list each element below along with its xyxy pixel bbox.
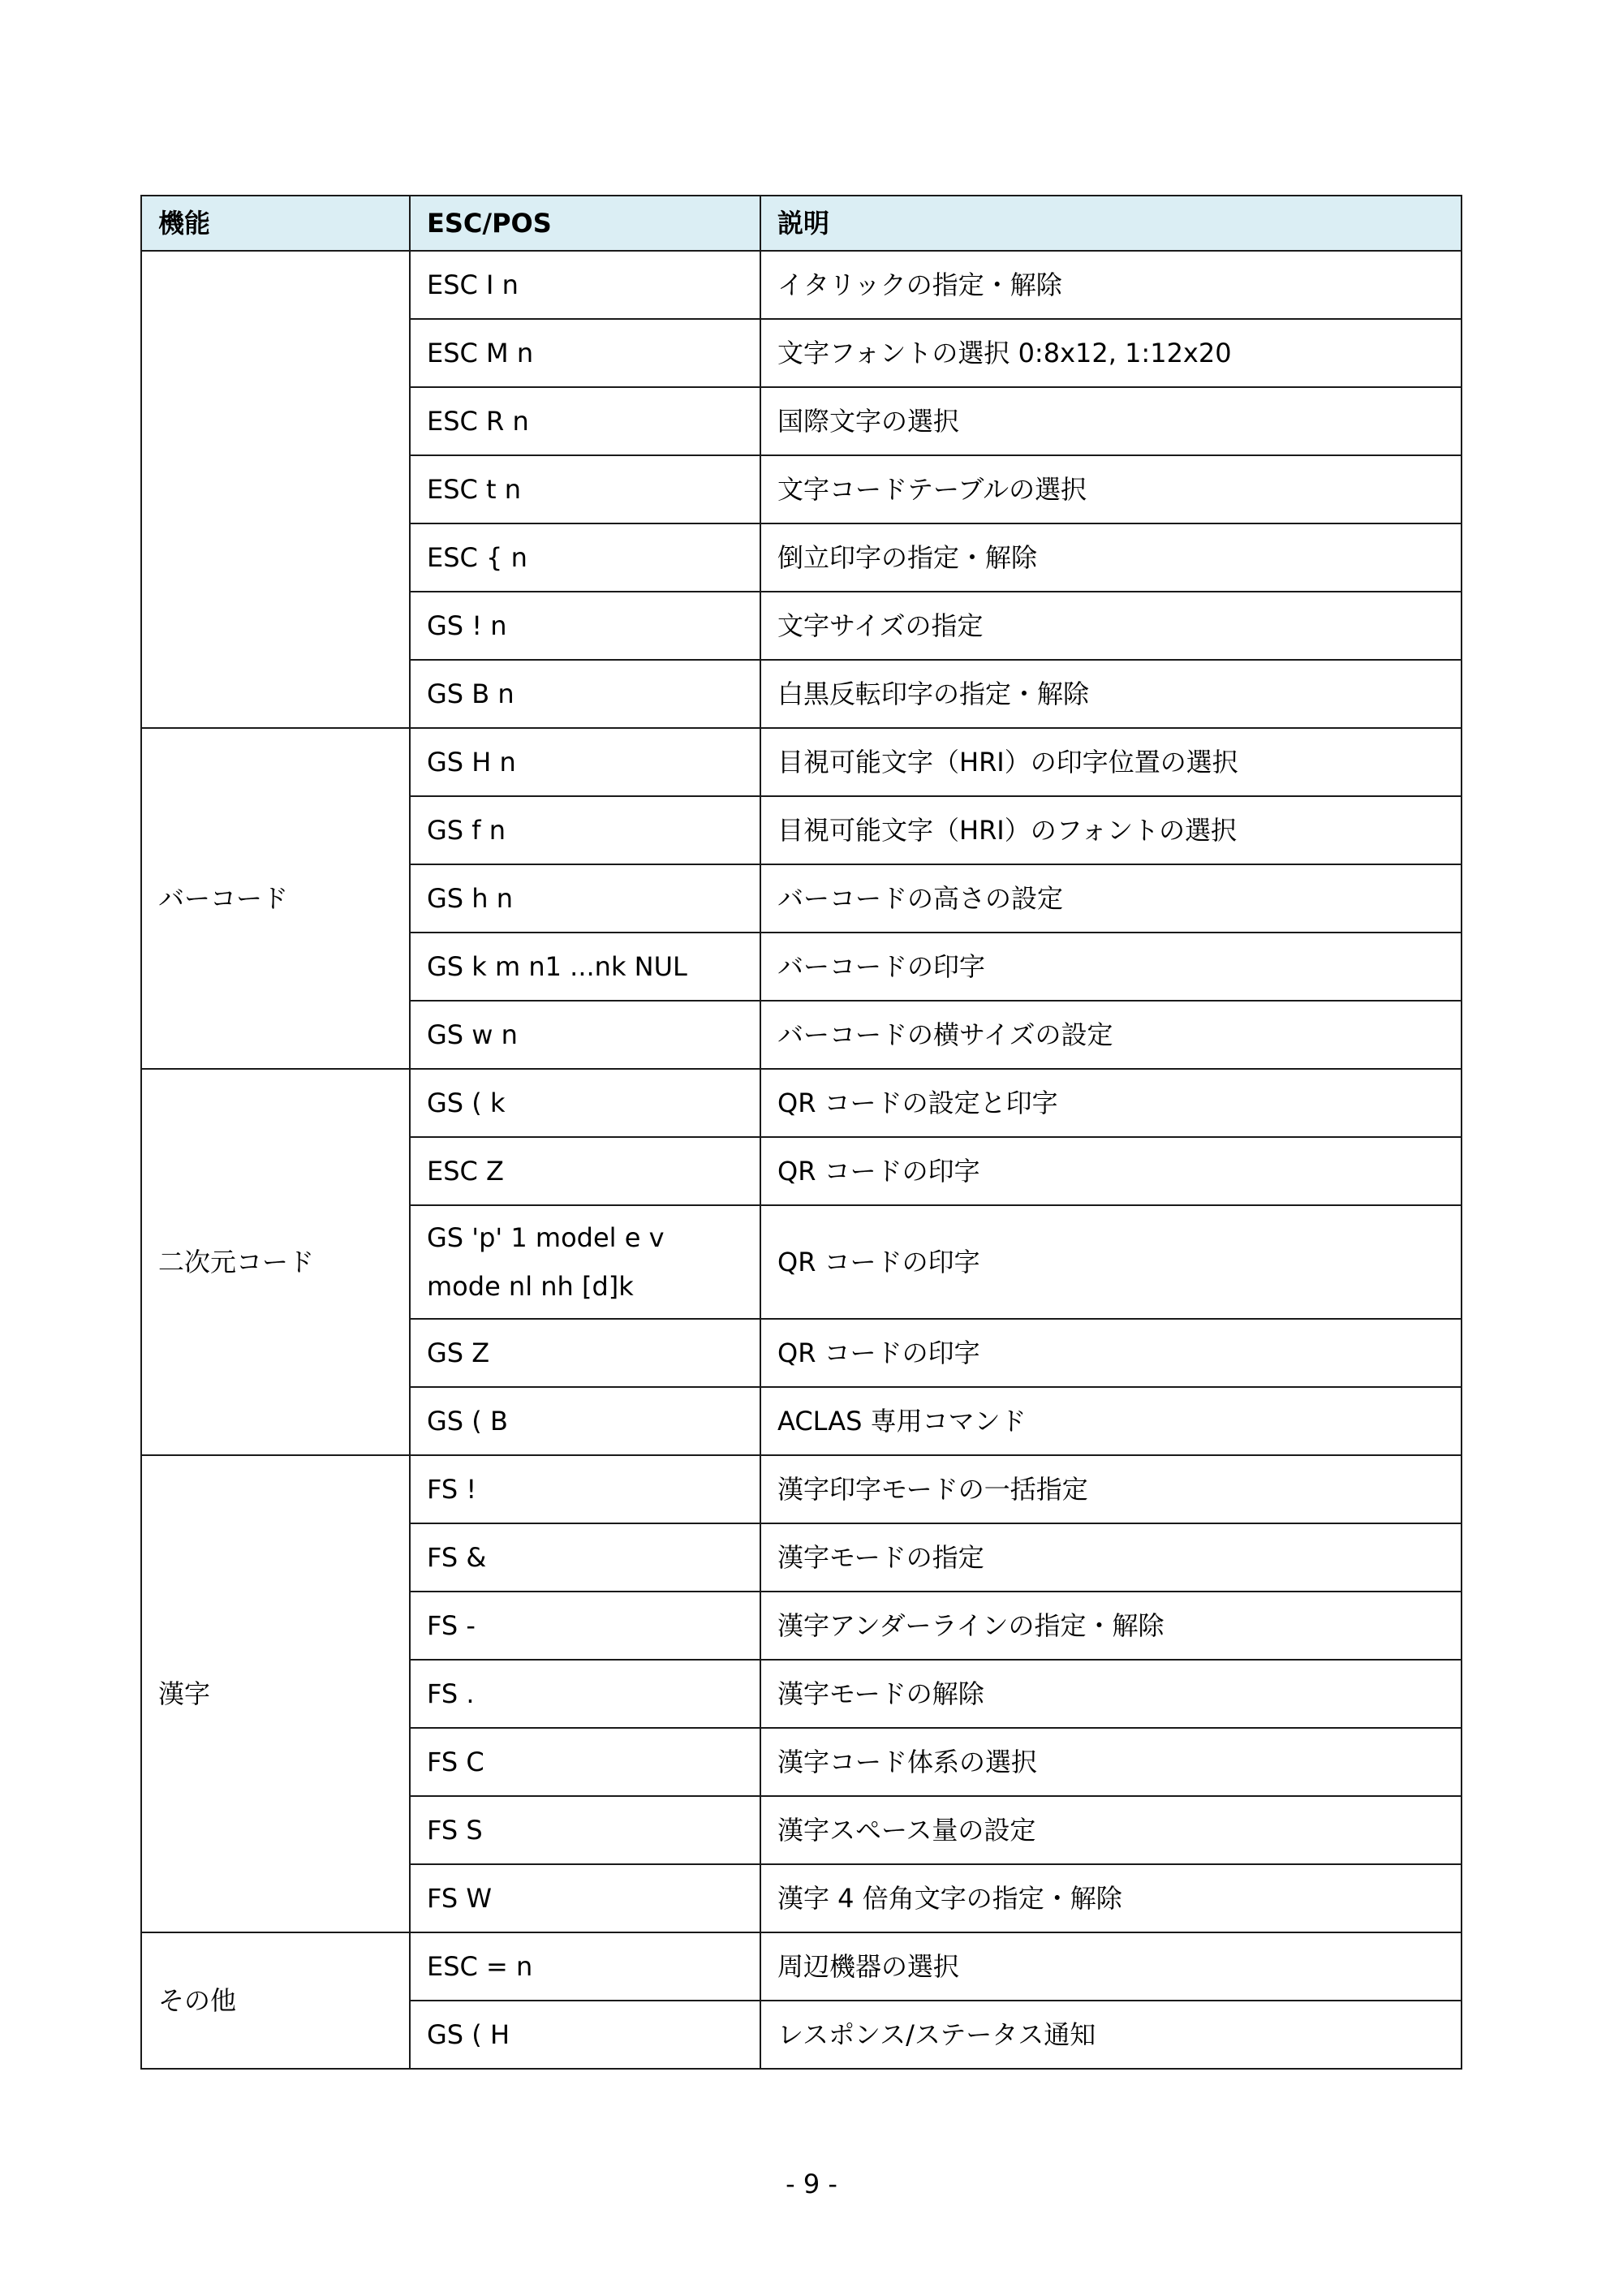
table-header-row [141,196,1462,251]
command-cell: GS ( H [410,2001,760,2069]
command-cell: ESC Z [410,1137,760,1205]
command-cell: GS w n [410,1001,760,1069]
category-cell: 二次元コード [141,1069,410,1455]
command-cell: GS ( B [410,1387,760,1455]
command-cell: ESC = n [410,1932,760,2001]
description-cell: 白黒反転印字の指定・解除 [760,660,1462,728]
description-cell: バーコードの横サイズの設定 [760,1001,1462,1069]
command-cell: GS k m n1 ...nk NUL [410,933,760,1001]
table-row [141,251,1462,319]
description-cell: 漢字 4 倍角文字の指定・解除 [760,1864,1462,1932]
command-cell: GS ! n [410,592,760,660]
command-cell: ESC I n [410,251,760,319]
header-function: 機能 [141,196,410,251]
command-cell: FS W [410,1864,760,1932]
command-cell: GS 'p' 1 model e v mode nl nh [d]k [410,1205,760,1319]
description-cell: 漢字コード体系の選択 [760,1728,1462,1796]
table-row [141,728,1462,796]
command-cell: GS ( k [410,1069,760,1137]
command-cell: GS B n [410,660,760,728]
description-cell: 目視可能文字（HRI）の印字位置の選択 [760,728,1462,796]
description-cell: QR コードの印字 [760,1205,1462,1319]
category-cell: その他 [141,1932,410,2069]
description-cell: QR コードの印字 [760,1319,1462,1387]
command-cell: FS S [410,1796,760,1864]
table-body [141,251,1462,2069]
description-cell: 漢字スペース量の設定 [760,1796,1462,1864]
description-cell: 漢字アンダーラインの指定・解除 [760,1592,1462,1660]
command-cell: GS H n [410,728,760,796]
command-cell: FS & [410,1523,760,1592]
command-cell: GS Z [410,1319,760,1387]
command-cell: GS h n [410,864,760,933]
description-cell: 文字サイズの指定 [760,592,1462,660]
description-cell: 文字フォントの選択 0:8x12, 1:12x20 [760,319,1462,387]
command-cell: GS f n [410,796,760,864]
header-description: 説明 [760,196,1462,251]
description-cell: 漢字モードの解除 [760,1660,1462,1728]
header-escpos: ESC/POS [410,196,760,251]
description-cell: QR コードの印字 [760,1137,1462,1205]
description-cell: 漢字印字モードの一括指定 [760,1455,1462,1523]
description-cell: 国際文字の選択 [760,387,1462,455]
description-cell: 漢字モードの指定 [760,1523,1462,1592]
command-cell: FS ! [410,1455,760,1523]
command-cell: ESC R n [410,387,760,455]
description-cell: バーコードの印字 [760,933,1462,1001]
description-cell: バーコードの高さの設定 [760,864,1462,933]
description-cell: 倒立印字の指定・解除 [760,523,1462,592]
page-number: - 9 - [786,2169,837,2199]
table-row [141,1069,1462,1137]
command-cell: ESC t n [410,455,760,523]
table-row [141,1455,1462,1523]
command-cell: FS . [410,1660,760,1728]
escpos-command-table [140,195,1462,2070]
command-cell: FS C [410,1728,760,1796]
description-cell: QR コードの設定と印字 [760,1069,1462,1137]
category-cell [141,251,410,728]
table-row [141,1932,1462,2001]
description-cell: イタリックの指定・解除 [760,251,1462,319]
category-cell: バーコード [141,728,410,1069]
description-cell: レスポンス/ステータス通知 [760,2001,1462,2069]
description-cell: 目視可能文字（HRI）のフォントの選択 [760,796,1462,864]
command-cell: ESC M n [410,319,760,387]
command-cell: FS - [410,1592,760,1660]
category-cell: 漢字 [141,1455,410,1932]
description-cell: ACLAS 専用コマンド [760,1387,1462,1455]
description-cell: 周辺機器の選択 [760,1932,1462,2001]
description-cell: 文字コードテーブルの選択 [760,455,1462,523]
command-cell: ESC { n [410,523,760,592]
